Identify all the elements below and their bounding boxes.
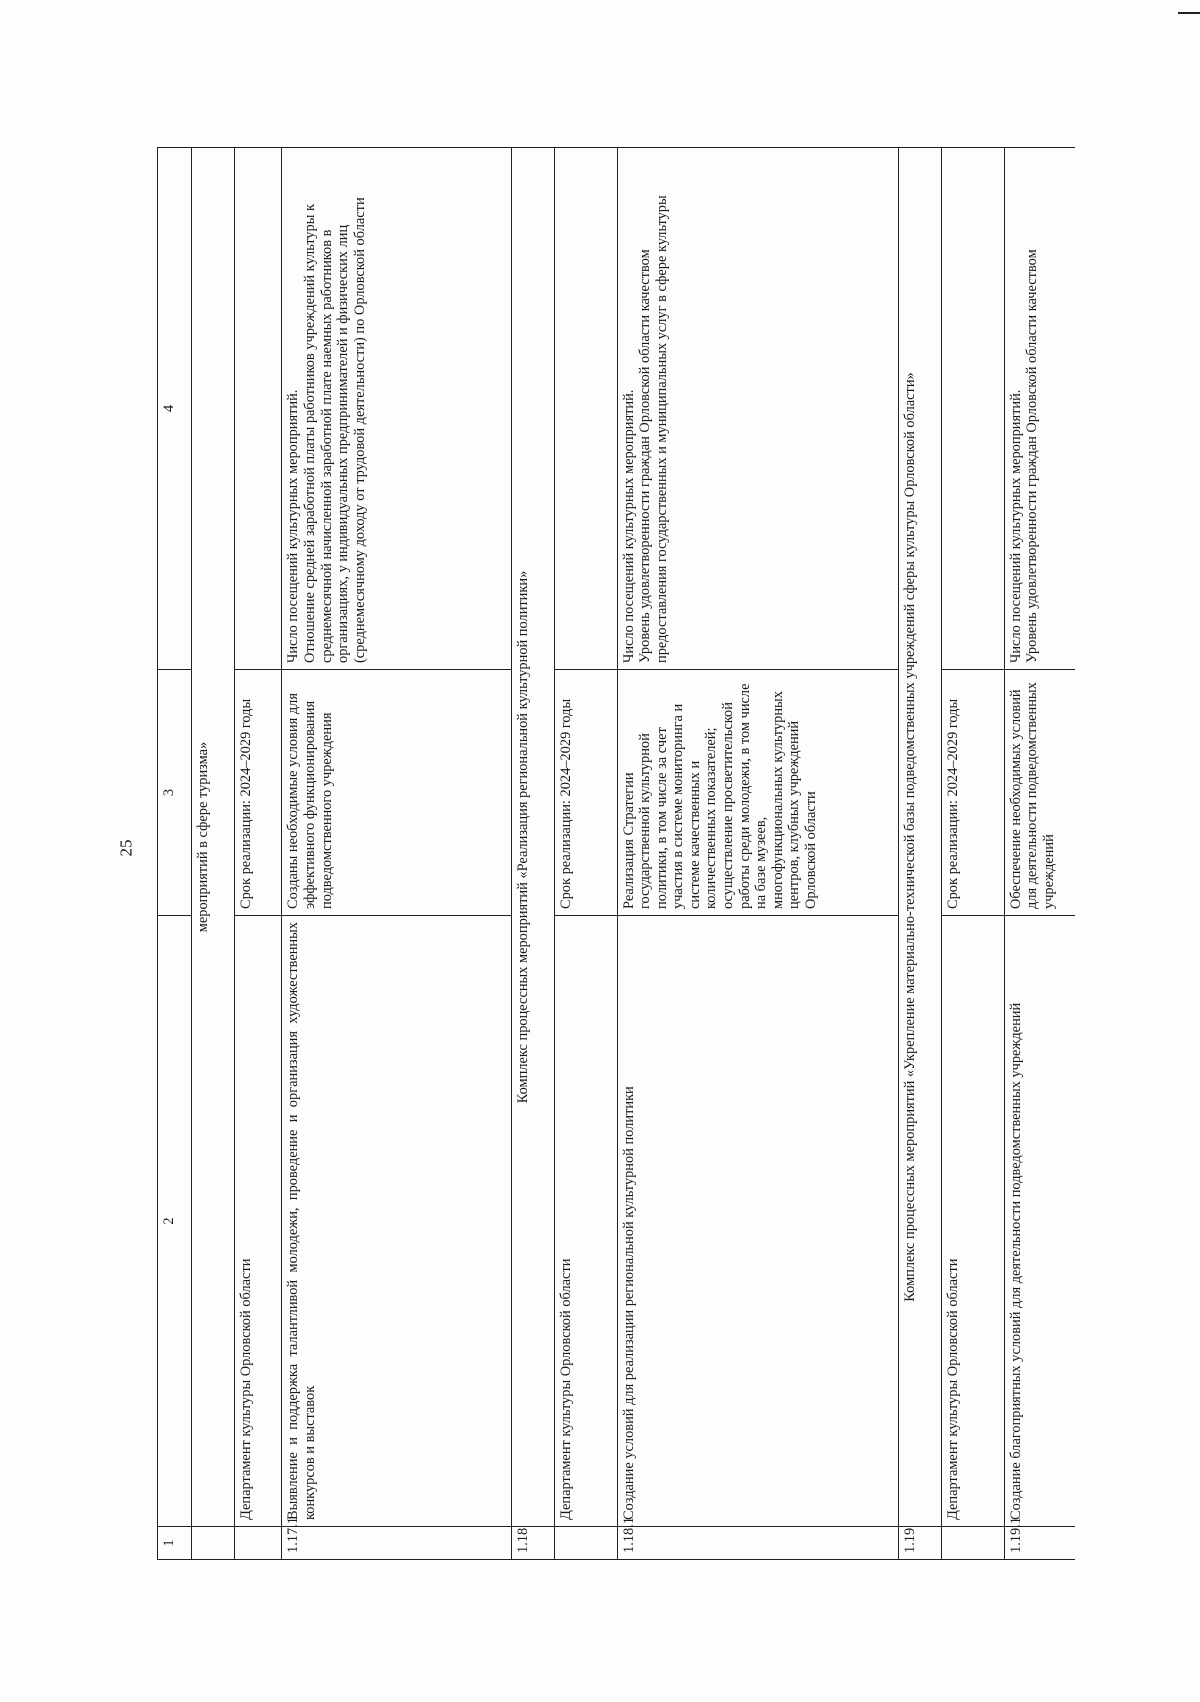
department-row — [234, 147, 282, 1559]
section-title-row — [511, 147, 554, 1559]
department-name: Департамент культуры Орловской области — [554, 916, 617, 1527]
indicators-cell — [1004, 147, 1075, 669]
page-number-text: 25 — [116, 839, 135, 857]
rotated-table-container — [157, 148, 1075, 1560]
implementation-period: Срок реализации: 2024–2029 годы — [554, 670, 617, 916]
indicator-line: Уровень удовлетворенности граждан Орловской области качеством — [1024, 249, 1041, 663]
header-col-2: 2 — [158, 916, 192, 1527]
section-title-num: 1.19 — [898, 1527, 941, 1560]
indicator-line: Уровень удовлетворенности граждан Орловской области качеством предоставления государственных и муниципальных услуг в сфере культуры — [637, 195, 670, 663]
section-title-row — [898, 147, 941, 1559]
indicator-line: Отношение средней заработной платы работников учреждений культуры к среднемесячной начисленной заработной плате наемных работников в организациях, у индивидуальных предпринимателей и физических лиц (среднемесячному доходу от трудовой деятельности) по Орловской области — [301, 197, 368, 663]
table-row — [282, 147, 511, 1559]
department-name: Департамент культуры Орловской области — [941, 916, 1004, 1527]
row-number: 1.19.1 — [1004, 1527, 1075, 1560]
section-title-row — [191, 147, 234, 1559]
header-row — [158, 147, 192, 1559]
header-col-1: 1 — [158, 1527, 192, 1560]
table-row — [1004, 147, 1075, 1559]
header-col-4: 4 — [158, 147, 192, 669]
expected-result: Реализация Стратегии государственной культурной политики, в том числе за счет участия в системе мониторинга и системе качественных и количественных показателей; осуществление просветительской работы среди молодежи, в том числе на базе музеев, многофункциональных культурных центров, клубных учреждений Орловской области — [617, 670, 898, 916]
indicator-line: Число посещений культурных мероприятий. — [285, 389, 302, 663]
table-row — [617, 147, 898, 1559]
row-number: 1.18.1 — [617, 1527, 898, 1560]
activities-table — [157, 147, 1075, 1560]
department-col-4 — [941, 147, 1004, 669]
row-number: 1.17.1 — [282, 1527, 511, 1560]
expected-result: Созданы необходимые условия для эффективного функционирования подведомственного учреждения — [282, 670, 511, 916]
department-row-num — [234, 1527, 282, 1560]
expected-result: Обеспечение необходимых условий для деятельности подведомственных учреждений — [1004, 670, 1075, 916]
department-row-num — [941, 1527, 1004, 1560]
department-name: Департамент культуры Орловской области — [234, 916, 282, 1527]
activity-description: Создание благоприятных условий для деятельности подведомственных учреждений — [1004, 916, 1075, 1527]
indicators-cell — [282, 147, 511, 669]
indicator-line: Число посещений культурных мероприятий. — [1007, 389, 1024, 663]
implementation-period: Срок реализации: 2024–2029 годы — [941, 670, 1004, 916]
page-edge-mark — [1178, 12, 1200, 14]
department-col-4 — [554, 147, 617, 669]
department-row — [554, 147, 617, 1559]
activity-description: Создание условий для реализации региональной культурной политики — [617, 916, 898, 1527]
page-number — [108, 830, 144, 866]
indicators-cell — [617, 147, 898, 669]
section-title-num: 1.18 — [511, 1527, 554, 1560]
section-title-num — [191, 1527, 234, 1560]
section-title-text: Комплекс процессных мероприятий «Укрепление материально-технической базы подведомственных учреждений сферы культуры Орловской области» — [898, 147, 941, 1526]
implementation-period: Срок реализации: 2024–2029 годы — [234, 670, 282, 916]
department-row — [941, 147, 1004, 1559]
department-row-num — [554, 1527, 617, 1560]
indicator-line: Число посещений культурных мероприятий. — [620, 389, 637, 663]
department-col-4 — [234, 147, 282, 669]
section-title-text: мероприятий в сфере туризма» — [191, 147, 234, 1526]
header-col-3: 3 — [158, 670, 192, 916]
activity-description: Выявление и поддержка талантливой молодежи, проведение и организация художественных конкурсов и выставок — [282, 916, 511, 1527]
section-title-text: Комплекс процессных мероприятий «Реализация региональной культурной политики» — [511, 147, 554, 1526]
